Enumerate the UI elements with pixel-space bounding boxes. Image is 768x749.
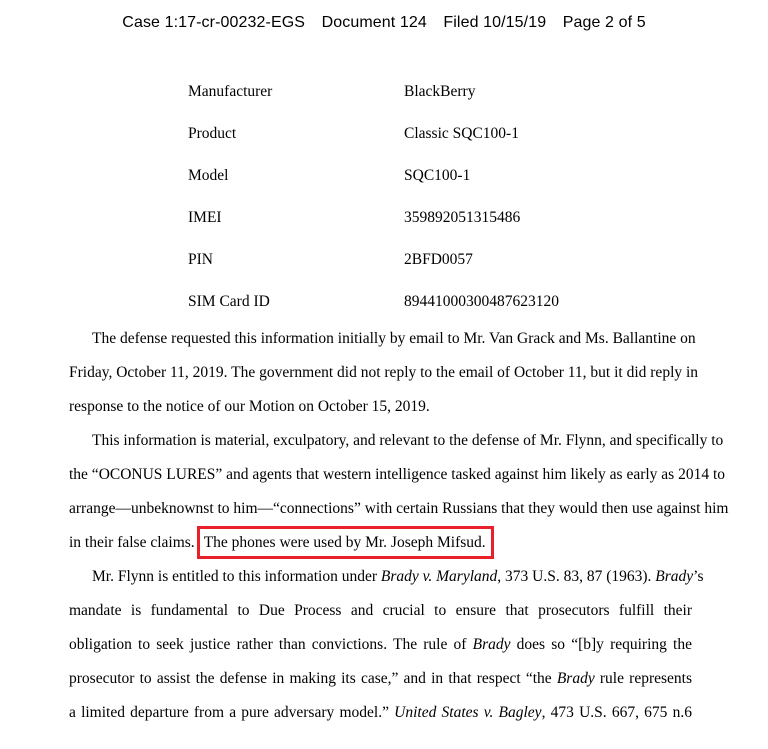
document-number: Document 124 — [321, 14, 427, 31]
text-line: arrange—unbeknownst to him—“connections” with certain Russians that they would then use against him — [69, 500, 729, 517]
spec-label: SIM Card ID — [188, 293, 270, 310]
paragraph-brady — [69, 560, 704, 730]
filed-date: Filed 10/15/19 — [443, 14, 547, 31]
spec-label: PIN — [188, 251, 213, 268]
case-citation: Brady — [472, 636, 511, 653]
text-line — [69, 662, 692, 696]
text-fragment: rule represents — [594, 670, 692, 687]
page-number: Page 2 of 5 — [562, 14, 646, 31]
text-fragment: does so “[b]y requiring the — [510, 636, 692, 653]
text-fragment: ’s — [693, 568, 704, 585]
text-line: The defense requested this information initially by email to Mr. Van Grack and Ms. Ballantine on — [92, 330, 696, 347]
paragraph-materiality — [69, 424, 729, 560]
text-line — [69, 696, 692, 730]
case-citation: United States v. Bagley — [394, 704, 542, 721]
text-fragment: obligation to seek justice rather than convictions. The rule of — [69, 636, 473, 653]
text-fragment: , 373 U.S. 83, 87 (1963). — [497, 568, 656, 585]
text-line — [69, 628, 692, 662]
spec-label: Model — [188, 167, 229, 184]
case-number: Case 1:17-cr-00232-EGS — [122, 14, 306, 31]
spec-label: Product — [188, 125, 237, 142]
body-text — [69, 322, 729, 730]
spec-value: Classic SQC100-1 — [404, 125, 519, 142]
spec-value: BlackBerry — [404, 83, 476, 100]
spec-label: Manufacturer — [188, 83, 273, 100]
text-fragment: , 473 U.S. 667, 675 n.6 — [541, 704, 692, 721]
text-fragment: Mr. Flynn is entitled to this information under — [92, 568, 381, 585]
text-line: response to the notice of our Motion on October 15, 2019. — [69, 398, 430, 415]
spec-value: SQC100-1 — [404, 167, 471, 184]
spec-value: 2BFD0057 — [404, 251, 473, 268]
text-fragment: prosecutor to assist the defense in making its case,” and in that respect “the — [69, 670, 557, 687]
text-line: This information is material, exculpatory, and relevant to the defense of Mr. Flynn, and specifically to — [92, 432, 724, 449]
text-line: Friday, October 11, 2019. The government did not reply to the email of October 11, but it did reply in — [69, 364, 699, 381]
case-header — [0, 14, 768, 32]
text-line — [69, 526, 692, 560]
text-line: mandate is fundamental to Due Process and crucial to ensure that prosecutors fulfill their — [69, 602, 692, 619]
text-fragment: a limited departure from a pure adversary model.” — [69, 704, 395, 721]
case-citation: Brady — [655, 568, 694, 585]
text-line: the “OCONUS LURES” and agents that western intelligence tasked against him likely as early as 2014 to — [69, 466, 726, 483]
spec-label: IMEI — [188, 209, 222, 226]
spec-value: 89441000300487623120 — [404, 293, 559, 310]
highlighted-sentence: The phones were used by Mr. Joseph Mifsud. — [197, 526, 494, 559]
text-fragment: in their false claims. — [69, 534, 195, 551]
text-line — [69, 560, 704, 594]
case-citation: Brady v. Maryland — [380, 568, 498, 585]
case-citation: Brady — [556, 670, 595, 687]
paragraph-request — [69, 322, 699, 424]
spec-value: 359892051315486 — [404, 209, 521, 226]
